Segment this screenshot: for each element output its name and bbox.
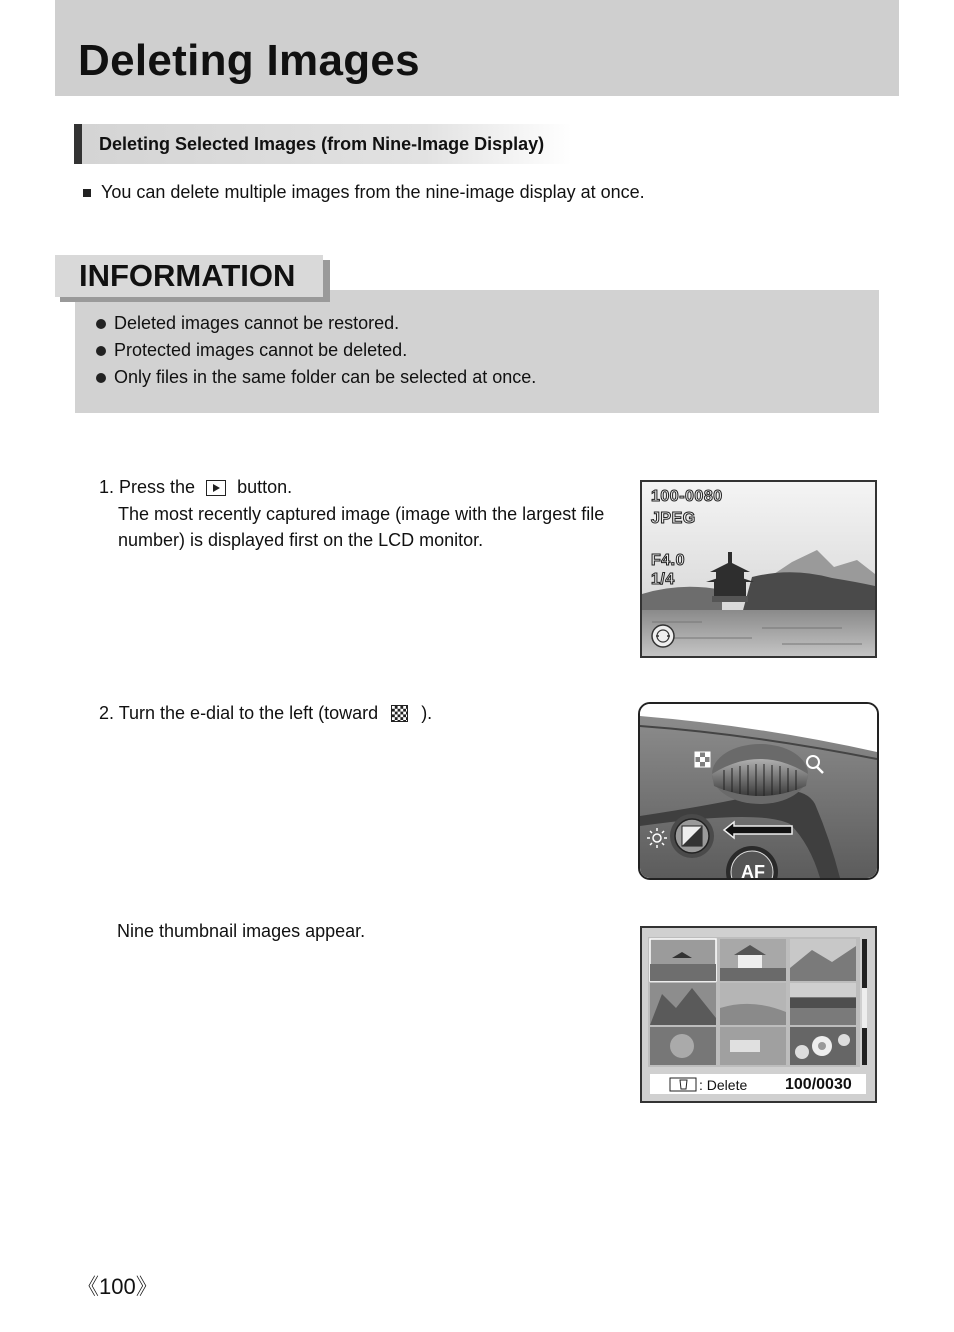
information-item: Protected images cannot be deleted.	[114, 340, 408, 360]
play-button-icon	[206, 480, 226, 496]
aperture-label: F4.0	[651, 552, 686, 569]
step-1-suffix: button.	[237, 477, 293, 497]
shutter-label: 1/4	[651, 571, 675, 588]
file-number-label: 100-0080	[651, 488, 723, 505]
information-item: Only files in the same folder can be selected at once.	[114, 367, 537, 387]
step-1-line-3: number) is displayed first on the LCD monitor.	[118, 530, 484, 550]
result-text: Nine thumbnail images appear.	[117, 921, 366, 941]
camera-body-drawing	[640, 704, 877, 878]
lcd-nine-image-display	[640, 926, 877, 1103]
step-1	[99, 474, 292, 500]
information-item: Deleted images cannot be restored.	[114, 313, 400, 333]
format-label: JPEG	[651, 510, 696, 527]
section-title: Deleting Selected Images (from Nine-Image Display)	[99, 134, 545, 154]
square-bullet-icon	[83, 189, 91, 197]
camera-e-dial-illustration	[638, 702, 879, 880]
section-accent-bar	[74, 124, 82, 164]
bullet-dot-icon	[96, 319, 106, 329]
af-button-label: AF	[741, 862, 765, 880]
image-counter: 100/0030	[785, 1076, 852, 1093]
step-2-prefix: 2. Turn the e-dial to the left (toward	[99, 703, 379, 723]
information-label: INFORMATION	[79, 258, 296, 293]
lcd-single-image	[640, 480, 877, 658]
intro-text: You can delete multiple images from the nine-image display at once.	[101, 182, 645, 202]
nine-image-grid-icon	[391, 705, 408, 722]
step-2-suffix: ).	[421, 703, 433, 723]
bullet-dot-icon	[96, 346, 106, 356]
bullet-dot-icon	[96, 373, 106, 383]
page-number: 《100》	[77, 1274, 158, 1299]
page-title: Deleting Images	[78, 36, 420, 85]
step-1-line-2: The most recently captured image (image with the largest file	[118, 504, 605, 524]
step-2	[99, 700, 432, 726]
delete-label: : Delete	[699, 1077, 748, 1093]
step-1-prefix: 1. Press the	[99, 477, 196, 497]
